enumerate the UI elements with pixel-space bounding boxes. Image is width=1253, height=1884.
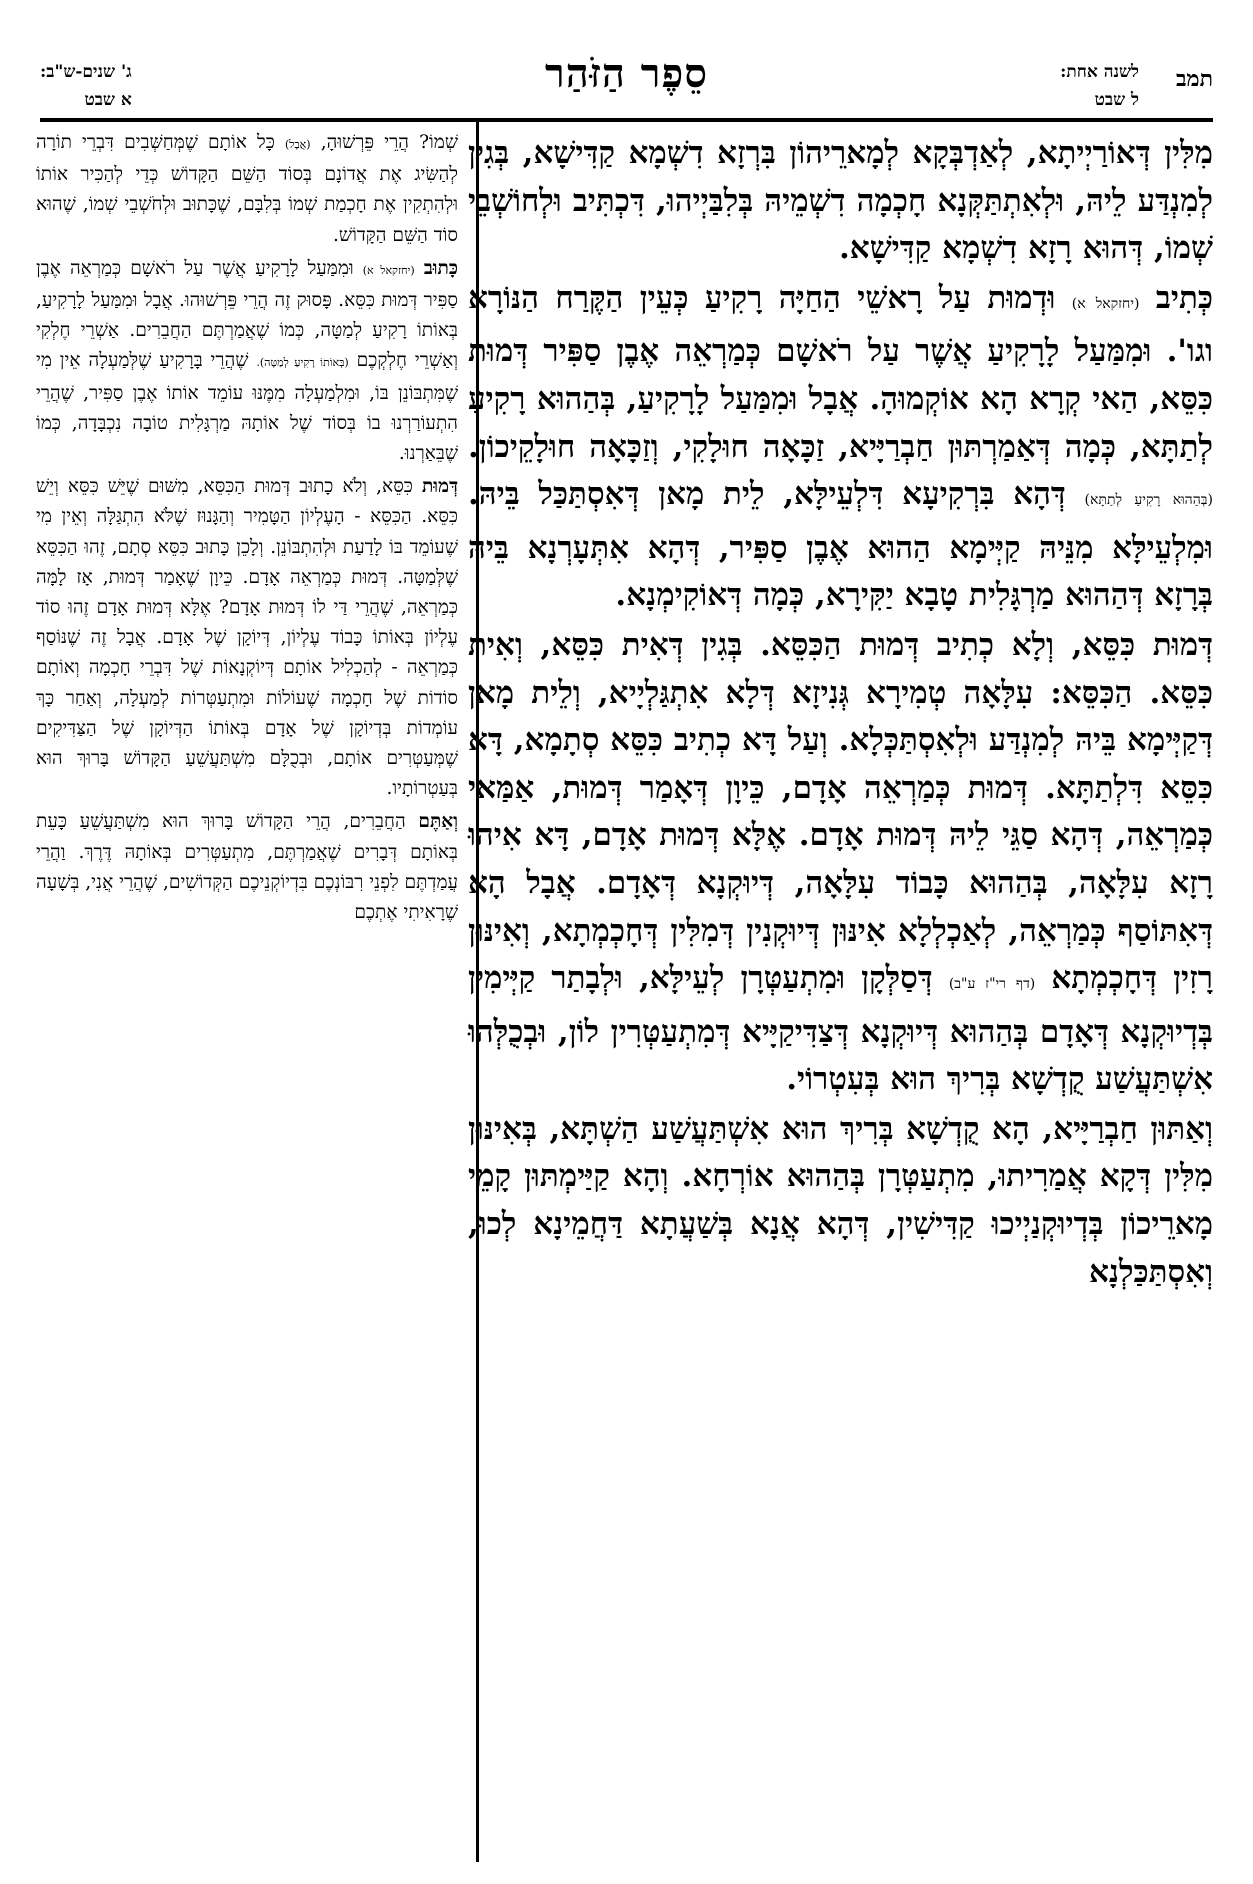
main-paragraph: וְאַתּוּן חַבְרַיָּיא, הָא קֻדְשָׁא בְּרִיךְ הוּא אִשְׁתַּעֲשַׁע הַשְׁתָּא, בְּאִינּוּן מִלִּין דְּקָא אֲמַרִיתוּ, מִתְעַטְּרָן בְּהַהוּא אוֹרְחָא. וְהָא קַיַּימְתּוּן קָמֵי מָארֵיכוֹן בְּדְיוּקְנַיְיכוּ קַדִּישִׁין, דְּהָא אֲנָא בְּשַׁעֲתָא דַּחֲמֵינָא לְכוּ, וְאִסְתַּכַּלְנָא xyxy=(468,1110,1213,1290)
study-schedule-three-years xyxy=(40,58,132,114)
inline-note: (בְּהַהוּא רָקִיעַ לְתַתָּא) xyxy=(1084,492,1213,509)
hebrew-translation-column xyxy=(36,128,458,928)
paragraph-lead-word: וְאַתֶּם xyxy=(418,811,458,833)
main-paragraph: כְּתִיב (יחזקאל א) וּדְמוּת עַל רָאשֵׁי הַחַיָּה רָקִיעַ כְּעֵין הַקֶּרַח הַנּוֹרָא וגו'. וּמִמַּעַל לָרָקִיעַ אֲשֶׁר עַל רֹאשָׁם כְּמַרְאֵה אֶבֶן סַפִּיר דְּמוּת כִּסֵּא, הַאי קְרָא הָא אוֹקְמוּהָ. אֲבָל וּמִמַּעַל לָרָקִיעַ, בְּהַהוּא רָקִיעַ לְתַתָּא, כְּמָה דְּאַמַרְתּוּן חַבְרַיָּיא, זַכָּאָה חוּלָקִי, וְזַכָּאָה חוּלָקֵיכוֹן. (בְּהַהוּא רָקִיעַ לְתַתָּא) דְּהָא בִּרְקִיעָא דִּלְעֵילָּא, לֵית מָאן דְּאִסְתַּכַּל בֵּיהּ. וּמִלְעֵילָּא מִנֵּיהּ קַיְּימָא הַהוּא אֶבֶן סַפִּיר, דְּהָא אִתְּעָרְנָא בֵּיהּ בְּרָזָא דְּהַהוּא מַרְגָּלִית טָבָא יַקִּירָא, כְּמָה דְּאוֹקִימְנָא. xyxy=(468,279,1214,614)
paragraph-lead-word: דְּמוּת xyxy=(1152,626,1213,663)
scripture-reference: (יחזקאל א) xyxy=(1071,295,1140,312)
page-number: תמב xyxy=(1175,66,1213,92)
aramaic-main-column xyxy=(468,130,1213,1296)
schedule-one-year-label: לשנה אחת: xyxy=(1060,62,1139,82)
main-paragraph: דְּמוּת כִּסֵּא, וְלָא כְתִיב דְּמוּת הַכִּסֵּא. בְּגִין דְּאִית כִּסֵּא, וְאִית כִּסֵּא. הַכִּסֵּא: עִלָּאָה טְמִירָא גְּנִיזָא דְּלָא אִתְגַּלְיָיא, וְלֵית מָאן דְּקַיְּימָא בֵּיהּ לְמִנְדַּע וּלְאִסְתַּכְּלָא. וְעַל דָּא כְתִיב כִּסֵּא סְתָמָא, דָּא כִּסֵּא דִּלְתַתָּא. דְּמוּת כְּמַרְאֵה אָדָם, כֵּיוָן דְּאָמַר דְּמוּת, אַמַּאי כְּמַרְאֵה, דְּהָא סַגֵּי לֵיהּ דְּמוּת אָדָם. אֶלָּא דְּמוּת אָדָם, דָּא אִיהוּ רָזָא עִלָּאָה, בְּהַהוּא כָּבוֹד עִלָּאָה, דְּיוּקְנָא דְּאָדָם. אֲבָל הָא דְּאִתּוֹסַף כְּמַרְאֵה, לְאַכְלְלָא אִינּוּן דְּיוּקְנִין דְּמִלִּין דְּחָכְמְתָא, וְאִינּוּן רָזִין דְּחָכְמְתָא (דף רי"ז ע"ב) דְּסַלְּקָן וּמִתְעַטְּרָן לְעֵילָּא, וּלְבָתַר קַיְּימִין בְּדְיוּקְנָא דְּאָדָם בְּהַהוּא דְּיוּקְנָא דְּצַדִּיקַיָּיא דְּמִתְעַטְּרִין לוֹן, וּבְכֻלְּהוּ אִשְׁתַּעֲשַׁע קֻדְשָׁא בְּרִיךְ הוּא בְּעִטְרוֹי. xyxy=(468,626,1214,1098)
paragraph-lead-word: וְאַתּוּן xyxy=(1150,1110,1213,1147)
paragraph-lead-word: כָּתוּב xyxy=(423,257,458,279)
paragraph-lead-word: דְּמוּת xyxy=(421,476,459,498)
translation-paragraph: דְּמוּת כִּסֵּא, וְלֹא כָתוּב דְּמוּת הַכִּסֵּא, מִשּׁוּם שֶׁיֵּשׁ כִּסֵּא וְיֵשׁ כִּסֵּא. הַכִּסֵּא - הָעֶלְיוֹן הַטָּמִיר וְהַגָּנוּז שֶׁלֹּא הִתְגַּלָּה וְאֵין מִי שֶׁעוֹמֵד בּוֹ לָדַעַת וּלְהִתְבּוֹנֵן. וְלָכֵן כָּתוּב כִּסֵּא סְתָם, זֶהוּ הַכִּסֵּא שֶׁלְּמַטָּה. דְּמוּת כְּמַרְאֵה אָדָם. כֵּיוָן שֶׁאָמַר דְּמוּת, אָז לָמָּה כְּמַרְאֵה, שֶׁהֲרֵי דַּי לוֹ דְּמוּת אָדָם? אֶלָּא דְּמוּת אָדָם זֶהוּ סוֹד עֶלְיוֹן בְּאוֹתוֹ כָּבוֹד עֶלְיוֹן, דְּיוֹקָן שֶׁל אָדָם. אֲבָל זֶה שֶׁנּוֹסַף כְּמַרְאֵה - לְהַכְלִיל אוֹתָם דְּיוֹקְנָאוֹת שֶׁל דִּבְרֵי חָכְמָה וְאוֹתָם סוֹדוֹת שֶׁל חָכְמָה שֶׁעוֹלוֹת וּמִתְעַטְּרוֹת לְמַעְלָה, וְאַחַר כָּךְ עוֹמְדוֹת בְּדְיוֹקָן שֶׁל אָדָם בְּאוֹתוֹ הַדְּיוֹקָן שֶׁל הַצַּדִּיקִים שֶׁמְּעַטְּרִים אוֹתָם, וּבְכֻלָּם מִשְׁתַּעֲשֵׁעַ הַקָּדוֹשׁ בָּרוּךְ הוּא בְּעַטְרוֹתָיו. xyxy=(36,476,459,800)
book-title: סֵפֶר הַזֹּהַר xyxy=(545,50,708,97)
paragraph-lead-word: כְּתִיב xyxy=(1155,279,1214,316)
schedule-three-years-date: א שבט xyxy=(84,90,132,110)
scripture-reference: (יחזקאל א) xyxy=(362,263,415,277)
page-header xyxy=(40,40,1213,122)
schedule-one-year-date: ל שבט xyxy=(1094,90,1139,110)
inline-note: (בְּאוֹתוֹ רָקִיעַ לְמַטָּה). xyxy=(256,356,349,370)
main-paragraph: מִלִּין דְּאוֹרַיְיתָא, לְאַדְבְּקָא לְמָארֵיהוֹן בִּרְזָא דִשְׁמָא קַדִּישָׁא, בְּגִין לְמִנְדַּע לֵיהּ, וּלְאִתְתַּקְּנָא חָכְמָה דִשְׁמֵיהּ בְּלִבַּיְיהוּ, דִּכְתִּיב וּלְחוֹשְׁבֵי שְׁמוֹ, דְּהוּא רָזָא דִשְׁמָא קַדִּישָׁא. xyxy=(468,135,1213,267)
inline-note: (אֲבָל) xyxy=(284,138,311,151)
schedule-three-years-label: ג' שנים-ש"ב: xyxy=(40,62,132,82)
translation-paragraph: כָּתוּב (יחזקאל א) וּמִמַּעַל לָרָקִיעַ אֲשֶׁר עַל רֹאשָׁם כְּמַרְאֵה אֶבֶן סַפִּיר דְּמוּת כִּסֵּא. פָּסוּק זֶה הֲרֵי פֵּרְשׁוּהוּ. אֲבָל וּמִמַּעַל לָרָקִיעַ, בְּאוֹתוֹ רָקִיעַ לְמַטָּה, כְּמוֹ שֶׁאֲמַרְתֶּם הַחֲבֵרִים. אַשְׁרֵי חֶלְקִי וְאַשְׁרֵי חֶלְקְכֶם (בְּאוֹתוֹ רָקִיעַ לְמַטָּה). שֶׁהֲרֵי בָּרָקִיעַ שֶׁלְּמַעְלָה אֵין מִי שֶׁמִּתְבּוֹנֵן בּוֹ, וּמִלְמַעְלָה מִמֶּנּוּ עוֹמֵד אוֹתוֹ אֶבֶן סַפִּיר, שֶׁהֲרֵי הִתְעוֹרַרְנוּ בוֹ בְּסוֹד שֶׁל אוֹתָהּ מַרְגָּלִית טוֹבָה נִכְבָּדָה, כְּמוֹ שֶׁבֵּאַרְנוּ. xyxy=(36,257,458,465)
folio-reference: (דף רי"ז ע"ב) xyxy=(948,976,1036,993)
translation-paragraph: שְׁמוֹ? הֲרֵי פֵּרְשׁוּהָ, (אֲבָל) כָּל אוֹתָם שֶׁמְּחַשְּׁבִים דִּבְרֵי תוֹרָה לְהַשִּׂיג אֶת אֲדוֹנָם בְּסוֹד הַשֵּׁם הַקָּדוֹשׁ כְּדֵי לְהַכִּיר אוֹתוֹ וּלְהִתְקִין אֶת חָכְמַת שְׁמוֹ בְּלִבָּם, שֶׁכָּתוּב וּלְחֹשְׁבֵי שְׁמוֹ, שֶׁהוּא סוֹד הַשֵּׁם הַקָּדוֹשׁ. xyxy=(36,132,458,246)
translation-paragraph: וְאַתֶּם הַחֲבֵרִים, הֲרֵי הַקָּדוֹשׁ בָּרוּךְ הוּא מִשְׁתַּעֲשֵׁעַ כָּעֵת בְּאוֹתָם דְּבָרִים שֶׁאֲמַרְתֶּם, מִתְעַטְּרִים בְּאוֹתָהּ דֶּרֶךְ. וַהֲרֵי עֲמַדְתֶּם לִפְנֵי רִבּוֹנְכֶם בִּדְיוֹקְנֵיכֶם הַקְּדוֹשִׁים, שֶׁהֲרֵי אֲנִי, בְּשָׁעָה שֶׁרָאִיתִי אֶתְכֶם xyxy=(36,811,458,924)
